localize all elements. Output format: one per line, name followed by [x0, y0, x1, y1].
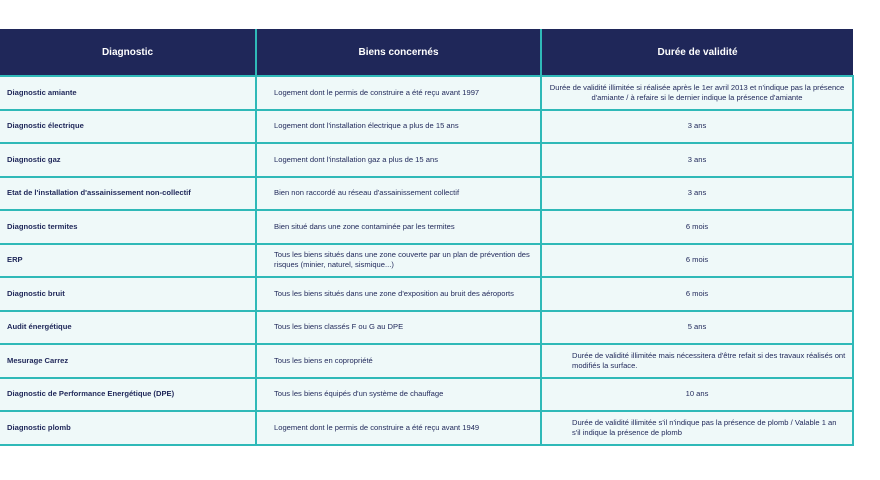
cell-diagnostic: Diagnostic amiante: [0, 76, 256, 110]
cell-duree: 3 ans: [541, 177, 853, 211]
table-row: [0, 277, 853, 311]
table-row: [0, 411, 853, 445]
table-row: [0, 76, 853, 110]
cell-diagnostic: Diagnostic gaz: [0, 143, 256, 177]
cell-duree: 10 ans: [541, 378, 853, 412]
header-biens-concernes: Biens concernés: [256, 29, 541, 76]
table-header: [0, 29, 853, 76]
table-row: [0, 110, 853, 144]
cell-biens: Bien non raccordé au réseau d'assainissement collectif: [256, 177, 541, 211]
cell-diagnostic: Diagnostic de Performance Energétique (DPE): [0, 378, 256, 412]
header-duree-validite: Durée de validité: [541, 29, 853, 76]
cell-biens: Logement dont l'installation gaz a plus de 15 ans: [256, 143, 541, 177]
cell-diagnostic: Audit énergétique: [0, 311, 256, 345]
table-row: [0, 311, 853, 345]
diagnostics-table: [0, 29, 854, 446]
cell-biens: Tous les biens en copropriété: [256, 344, 541, 378]
cell-duree: 5 ans: [541, 311, 853, 345]
diagnostics-table-container: [0, 29, 853, 446]
cell-duree: 6 mois: [541, 210, 853, 244]
cell-duree: Durée de validité illimitée mais nécessitera d'être refait si des travaux réalisés ont modifiés la surface.: [541, 344, 853, 378]
cell-diagnostic: Diagnostic bruit: [0, 277, 256, 311]
cell-biens: Logement dont le permis de construire a été reçu avant 1949: [256, 411, 541, 445]
cell-diagnostic: Diagnostic termites: [0, 210, 256, 244]
cell-duree: 6 mois: [541, 277, 853, 311]
cell-diagnostic: Etat de l'installation d'assainissement non-collectif: [0, 177, 256, 211]
cell-biens: Bien situé dans une zone contaminée par les termites: [256, 210, 541, 244]
cell-duree: 6 mois: [541, 244, 853, 278]
cell-diagnostic: Diagnostic électrique: [0, 110, 256, 144]
table-row: [0, 344, 853, 378]
cell-duree: 3 ans: [541, 110, 853, 144]
header-diagnostic: Diagnostic: [0, 29, 256, 76]
cell-biens: Tous les biens situés dans une zone d'exposition au bruit des aéroports: [256, 277, 541, 311]
cell-biens: Logement dont le permis de construire a été reçu avant 1997: [256, 76, 541, 110]
table-row: [0, 143, 853, 177]
table-row: [0, 378, 853, 412]
header-row: [0, 29, 853, 76]
cell-biens: Logement dont l'installation électrique a plus de 15 ans: [256, 110, 541, 144]
table-row: [0, 177, 853, 211]
cell-duree: Durée de validité illimitée si réalisée après le 1er avril 2013 et n'indique pas la présence d'amiante / à refaire si le dernier indique la présence d'amiante: [541, 76, 853, 110]
cell-biens: Tous les biens classés F ou G au DPE: [256, 311, 541, 345]
cell-duree: 3 ans: [541, 143, 853, 177]
cell-diagnostic: ERP: [0, 244, 256, 278]
table-body: [0, 76, 853, 445]
cell-diagnostic: Mesurage Carrez: [0, 344, 256, 378]
table-row: [0, 210, 853, 244]
table-row: [0, 244, 853, 278]
cell-duree: Durée de validité illimitée s'il n'indique pas la présence de plomb / Valable 1 an s'il indique la présence de plomb: [541, 411, 853, 445]
cell-biens: Tous les biens situés dans une zone couverte par un plan de prévention des risques (minier, naturel, sismique...): [256, 244, 541, 278]
cell-diagnostic: Diagnostic plomb: [0, 411, 256, 445]
cell-biens: Tous les biens équipés d'un système de chauffage: [256, 378, 541, 412]
